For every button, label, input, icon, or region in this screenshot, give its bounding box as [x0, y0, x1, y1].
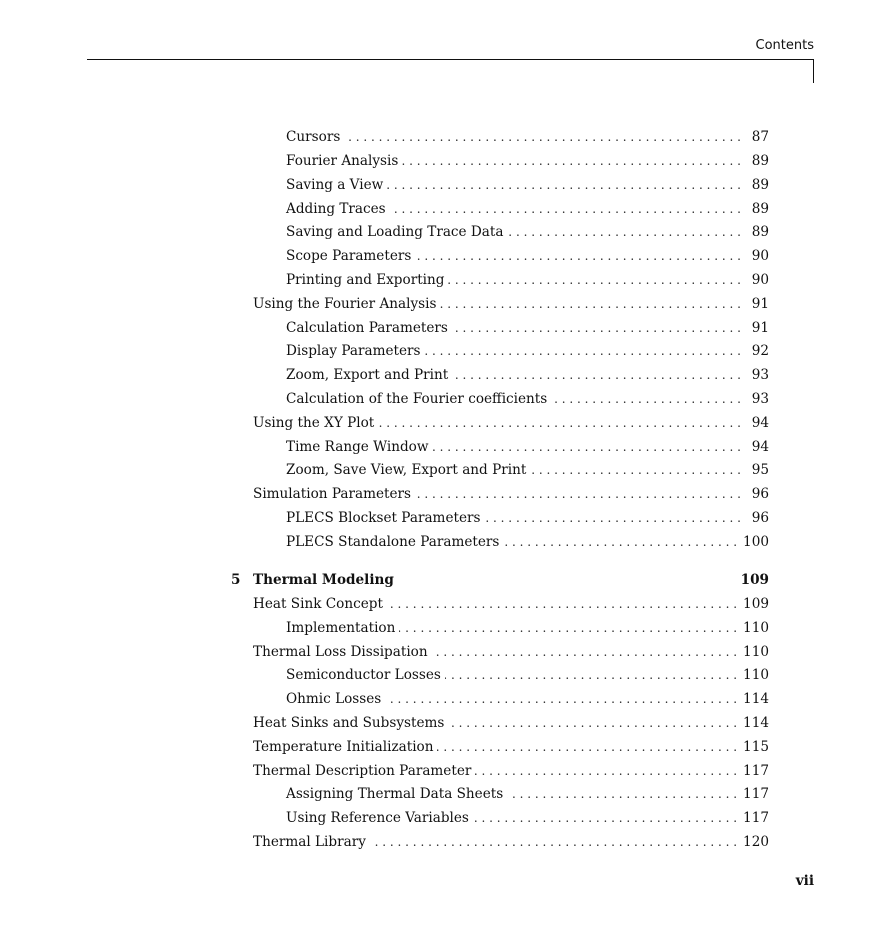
toc-dot-leader	[507, 784, 743, 804]
toc-dot-leader	[399, 618, 743, 638]
toc-subsection-entry[interactable]	[286, 365, 769, 385]
toc-entry-title: Printing and Exporting	[286, 272, 445, 288]
toc-section-entry[interactable]	[253, 484, 769, 504]
toc-subsection-entry[interactable]	[286, 532, 769, 552]
toc-subsection-entry[interactable]	[286, 665, 769, 685]
toc-entry-title: Ohmic Losses	[286, 691, 382, 707]
toc-entry-title: Using the Fourier Analysis	[253, 296, 437, 312]
toc-entry-title: Zoom, Save View, Export and Print	[286, 462, 527, 478]
toc-subsection-entry[interactable]	[286, 222, 769, 242]
toc-entry-title: Simulation Parameters	[253, 486, 411, 502]
toc-entry-title: Calculation Parameters	[286, 320, 448, 336]
toc-entry-title: Implementation	[286, 620, 396, 636]
toc-entry-title: Thermal Modeling	[253, 572, 394, 588]
toc-entry-title: Assigning Thermal Data Sheets	[286, 786, 504, 802]
toc-entry-title: Fourier Analysis	[286, 153, 399, 169]
toc-subsection-entry[interactable]	[286, 199, 769, 219]
toc-section-entry[interactable]	[253, 832, 769, 852]
toc-entry-page: 90	[751, 272, 769, 288]
toc-entry-title: Calculation of the Fourier coefficients	[286, 391, 548, 407]
toc-entry-page: 89	[751, 201, 769, 217]
toc-section-entry[interactable]	[253, 761, 769, 781]
toc-entry-title: Using the XY Plot	[253, 415, 375, 431]
toc-entry-title: Using Reference Variables	[286, 810, 469, 826]
toc-entry-page: 117	[743, 810, 769, 826]
toc-entry-page: 117	[743, 763, 769, 779]
toc-entry-title: PLECS Blockset Parameters	[286, 510, 481, 526]
toc-subsection-entry[interactable]	[286, 784, 769, 804]
toc-entry-page: 89	[751, 224, 769, 240]
toc-subsection-entry[interactable]	[286, 151, 769, 171]
toc-subsection-entry[interactable]	[286, 689, 769, 709]
toc-entry-title: Adding Traces	[286, 201, 386, 217]
toc-dot-leader	[530, 460, 747, 480]
toc-dot-leader	[402, 151, 747, 171]
toc-entry-title: Thermal Loss Dissipation	[253, 644, 428, 660]
toc-entry-page: 94	[751, 439, 769, 455]
toc-entry-page: 87	[751, 129, 769, 145]
toc-entry-title: Scope Parameters	[286, 248, 412, 264]
toc-dot-leader	[415, 484, 747, 504]
toc-section-entry[interactable]	[253, 737, 769, 757]
toc-entry-title: Saving a View	[286, 177, 384, 193]
toc-entry-page: 110	[743, 667, 769, 683]
toc-entry-page: 109	[740, 572, 769, 588]
toc-entry-title: PLECS Standalone Parameters	[286, 534, 500, 550]
toc-entry-title: Heat Sinks and Subsystems	[253, 715, 445, 731]
toc-entry-page: 117	[743, 786, 769, 802]
toc-chapter-number: 5	[231, 572, 241, 588]
toc-subsection-entry[interactable]	[286, 389, 769, 409]
toc-entry-page: 89	[751, 153, 769, 169]
toc-entry-page: 92	[751, 343, 769, 359]
toc-subsection-entry[interactable]	[286, 341, 769, 361]
toc-entry-page: 100	[743, 534, 769, 550]
header-corner-tick	[813, 59, 814, 83]
toc-entry-page: 95	[751, 462, 769, 478]
toc-subsection-entry[interactable]	[286, 460, 769, 480]
toc-entry-title: Temperature Initialization	[253, 739, 434, 755]
toc-dot-leader	[432, 642, 743, 662]
toc-dot-leader	[370, 832, 743, 852]
toc-entry-title: Zoom, Export and Print	[286, 367, 449, 383]
toc-dot-leader	[390, 199, 747, 219]
toc-subsection-entry[interactable]	[286, 618, 769, 638]
toc-dot-leader	[448, 270, 747, 290]
toc-dot-leader	[437, 737, 743, 757]
toc-entry-page: 91	[751, 320, 769, 336]
toc-section-entry[interactable]	[253, 294, 769, 314]
toc-entry-page: 115	[743, 739, 769, 755]
toc-entry-title: Time Range Window	[286, 439, 429, 455]
toc-entry-page: 109	[743, 596, 769, 612]
toc-entry-page: 96	[751, 486, 769, 502]
toc-dot-leader	[507, 222, 747, 242]
toc-entry-title: Heat Sink Concept	[253, 596, 383, 612]
toc-subsection-entry[interactable]	[286, 127, 769, 147]
toc-dot-leader	[385, 689, 743, 709]
toc-dot-leader	[433, 437, 747, 457]
toc-subsection-entry[interactable]	[286, 508, 769, 528]
toc-entry-title: Thermal Description Parameter	[253, 763, 472, 779]
toc-entry-page: 120	[743, 834, 769, 850]
toc-dot-leader	[378, 413, 747, 433]
toc-subsection-entry[interactable]	[286, 808, 769, 828]
toc-dot-leader	[445, 665, 743, 685]
toc-subsection-entry[interactable]	[286, 270, 769, 290]
toc-entry-title: Display Parameters	[286, 343, 421, 359]
toc-entry-title: Semiconductor Losses	[286, 667, 441, 683]
toc-entry-title: Saving and Loading Trace Data	[286, 224, 504, 240]
toc-dot-leader	[475, 761, 743, 781]
toc-dot-leader	[473, 808, 743, 828]
toc-subsection-entry[interactable]	[286, 318, 769, 338]
header-rule	[87, 59, 814, 60]
toc-entry-page: 93	[751, 367, 769, 383]
toc-chapter-entry[interactable]	[231, 570, 769, 590]
toc-entry-page: 89	[751, 177, 769, 193]
toc-dot-leader	[484, 508, 747, 528]
toc-subsection-entry[interactable]	[286, 246, 769, 266]
toc-entry-page: 94	[751, 415, 769, 431]
toc-entry-page: 114	[743, 691, 769, 707]
toc-section-entry[interactable]	[253, 594, 769, 614]
toc-entry-page: 114	[743, 715, 769, 731]
toc-entry-title: Cursors	[286, 129, 341, 145]
toc-entry-page: 91	[751, 296, 769, 312]
toc-dot-leader	[551, 389, 747, 409]
toc-dot-leader	[452, 318, 747, 338]
toc-entry-page: 110	[743, 620, 769, 636]
page-number: vii	[795, 873, 814, 889]
toc-entry-title: Thermal Library	[253, 834, 366, 850]
toc-dot-leader	[503, 532, 743, 552]
toc-dot-leader	[452, 365, 747, 385]
toc-dot-leader	[440, 294, 747, 314]
toc-dot-leader	[387, 175, 747, 195]
toc-entry-page: 110	[743, 644, 769, 660]
toc-section-entry[interactable]	[253, 642, 769, 662]
toc-section-entry[interactable]	[253, 413, 769, 433]
toc-entry-page: 96	[751, 510, 769, 526]
toc-dot-leader	[425, 341, 747, 361]
toc-entry-page: 93	[751, 391, 769, 407]
toc-subsection-entry[interactable]	[286, 437, 769, 457]
running-header-title: Contents	[755, 38, 814, 53]
toc-dot-leader	[448, 713, 743, 733]
toc-dot-leader	[387, 594, 743, 614]
toc-dot-leader	[344, 127, 747, 147]
toc-dot-leader	[415, 246, 747, 266]
toc-subsection-entry[interactable]	[286, 175, 769, 195]
toc-section-entry[interactable]	[253, 713, 769, 733]
toc-entry-page: 90	[751, 248, 769, 264]
